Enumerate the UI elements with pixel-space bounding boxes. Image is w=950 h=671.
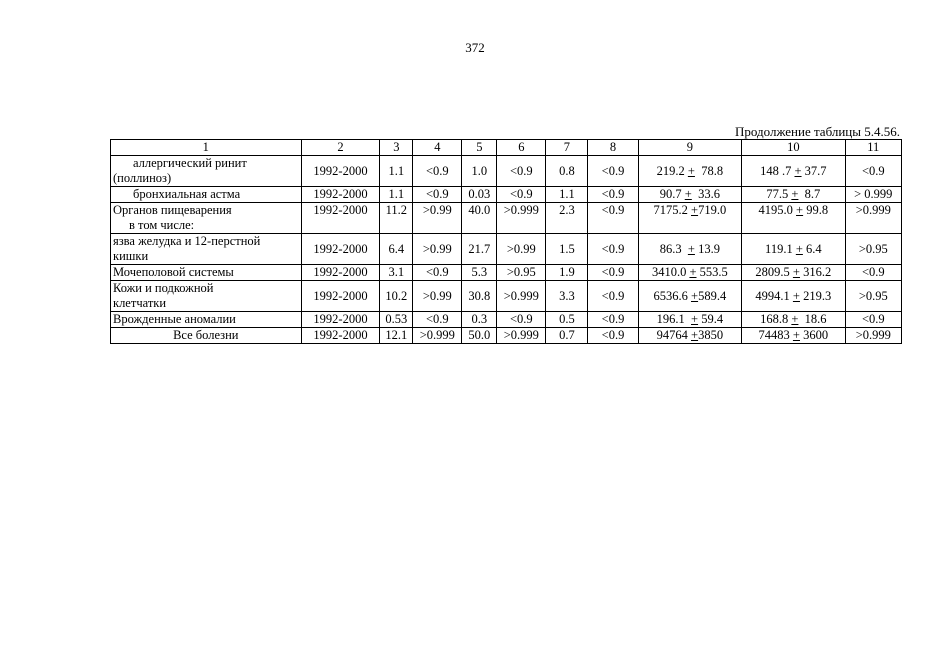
table-cell: 0.03 — [462, 187, 497, 203]
table-cell: >0.999 — [497, 203, 546, 234]
mean-sd-cell: 219.2 + 78.8 — [638, 156, 741, 187]
period-cell: 1992-2000 — [301, 156, 380, 187]
table-row — [111, 328, 902, 344]
table-cell: <0.9 — [845, 156, 901, 187]
mean-sd-cell: 77.5 + 8.7 — [742, 187, 845, 203]
header-cell: 9 — [638, 140, 741, 156]
table-cell: 1.1 — [546, 187, 588, 203]
table-header-row — [111, 140, 902, 156]
table-row — [111, 187, 902, 203]
table-cell: <0.9 — [588, 187, 638, 203]
header-cell: 2 — [301, 140, 380, 156]
period-cell: 1992-2000 — [301, 312, 380, 328]
header-cell: 6 — [497, 140, 546, 156]
header-cell: 5 — [462, 140, 497, 156]
table-cell: >0.99 — [413, 281, 462, 312]
table-cell: <0.9 — [497, 312, 546, 328]
mean-sd-cell: 168.8 + 18.6 — [742, 312, 845, 328]
table-cell: >0.95 — [497, 265, 546, 281]
period-cell: 1992-2000 — [301, 203, 380, 234]
table-cell: <0.9 — [497, 187, 546, 203]
data-table — [110, 139, 902, 344]
header-cell: 3 — [380, 140, 413, 156]
table-cell: >0.95 — [845, 281, 901, 312]
table-cell: 1.0 — [462, 156, 497, 187]
table-cell: >0.999 — [413, 328, 462, 344]
table-caption: Продолжение таблицы 5.4.56. — [735, 124, 900, 139]
mean-sd-cell: 94764 +3850 — [638, 328, 741, 344]
table-cell: <0.9 — [588, 156, 638, 187]
mean-sd-cell: 74483 + 3600 — [742, 328, 845, 344]
mean-sd-cell: 6536.6 +589.4 — [638, 281, 741, 312]
table-cell: >0.999 — [497, 328, 546, 344]
table-cell: <0.9 — [588, 234, 638, 265]
period-cell: 1992-2000 — [301, 265, 380, 281]
table-cell: 1.1 — [380, 156, 413, 187]
table-cell: <0.9 — [413, 156, 462, 187]
table-cell: <0.9 — [588, 281, 638, 312]
table-cell: >0.999 — [497, 281, 546, 312]
table-cell: <0.9 — [588, 312, 638, 328]
period-cell: 1992-2000 — [301, 187, 380, 203]
table-row — [111, 265, 902, 281]
table-cell: >0.99 — [413, 234, 462, 265]
table-cell: 1.9 — [546, 265, 588, 281]
mean-sd-cell: 2809.5 + 316.2 — [742, 265, 845, 281]
table-cell: > 0.999 — [845, 187, 901, 203]
table-cell: 0.5 — [546, 312, 588, 328]
period-cell: 1992-2000 — [301, 234, 380, 265]
row-label: бронхиальная астма — [111, 187, 302, 203]
table-cell: 1.1 — [380, 187, 413, 203]
table-cell: <0.9 — [413, 265, 462, 281]
row-label: Кожи и подкожной клетчатки — [111, 281, 302, 312]
table-row — [111, 203, 902, 234]
mean-sd-cell: 119.1 + 6.4 — [742, 234, 845, 265]
table-cell: 10.2 — [380, 281, 413, 312]
table-cell: 21.7 — [462, 234, 497, 265]
page-number: 372 — [465, 40, 485, 55]
row-label: аллергический ринит (поллиноз) — [111, 156, 302, 187]
table-row — [111, 234, 902, 265]
table-cell: 6.4 — [380, 234, 413, 265]
table-cell: <0.9 — [497, 156, 546, 187]
table-cell: 11.2 — [380, 203, 413, 234]
header-cell: 11 — [845, 140, 901, 156]
row-label: Органов пищеварения в том числе: — [111, 203, 302, 234]
table-cell: <0.9 — [588, 328, 638, 344]
mean-sd-cell: 90.7 + 33.6 — [638, 187, 741, 203]
table-cell: 50.0 — [462, 328, 497, 344]
header-cell: 8 — [588, 140, 638, 156]
row-label: язва желудка и 12-перстной кишки — [111, 234, 302, 265]
table-cell: >0.99 — [497, 234, 546, 265]
table-cell: <0.9 — [413, 312, 462, 328]
table-cell: 0.3 — [462, 312, 497, 328]
mean-sd-cell: 7175.2 +719.0 — [638, 203, 741, 234]
table-row — [111, 156, 902, 187]
period-cell: 1992-2000 — [301, 328, 380, 344]
table-cell: 12.1 — [380, 328, 413, 344]
table-row — [111, 312, 902, 328]
header-cell: 10 — [742, 140, 845, 156]
table-cell: >0.999 — [845, 203, 901, 234]
table-cell: <0.9 — [845, 265, 901, 281]
table-cell: 3.3 — [546, 281, 588, 312]
table-cell: >0.95 — [845, 234, 901, 265]
header-cell: 7 — [546, 140, 588, 156]
table-cell: 30.8 — [462, 281, 497, 312]
header-cell: 4 — [413, 140, 462, 156]
mean-sd-cell: 86.3 + 13.9 — [638, 234, 741, 265]
table-cell: 0.7 — [546, 328, 588, 344]
table-cell: <0.9 — [845, 312, 901, 328]
table-row — [111, 281, 902, 312]
mean-sd-cell: 148 .7 + 37.7 — [742, 156, 845, 187]
table-cell: >0.99 — [413, 203, 462, 234]
table-cell: <0.9 — [588, 265, 638, 281]
mean-sd-cell: 3410.0 + 553.5 — [638, 265, 741, 281]
table-cell: <0.9 — [588, 203, 638, 234]
table-cell: 0.8 — [546, 156, 588, 187]
row-label: Все болезни — [111, 328, 302, 344]
table-cell: 1.5 — [546, 234, 588, 265]
mean-sd-cell: 4994.1 + 219.3 — [742, 281, 845, 312]
table-cell: 0.53 — [380, 312, 413, 328]
table-cell: 3.1 — [380, 265, 413, 281]
mean-sd-cell: 4195.0 + 99.8 — [742, 203, 845, 234]
table-cell: <0.9 — [413, 187, 462, 203]
table-cell: >0.999 — [845, 328, 901, 344]
table-cell: 40.0 — [462, 203, 497, 234]
table-cell: 2.3 — [546, 203, 588, 234]
table-cell: 5.3 — [462, 265, 497, 281]
mean-sd-cell: 196.1 + 59.4 — [638, 312, 741, 328]
header-cell: 1 — [111, 140, 302, 156]
row-label: Мочеполовой системы — [111, 265, 302, 281]
period-cell: 1992-2000 — [301, 281, 380, 312]
row-label: Врожденные аномалии — [111, 312, 302, 328]
